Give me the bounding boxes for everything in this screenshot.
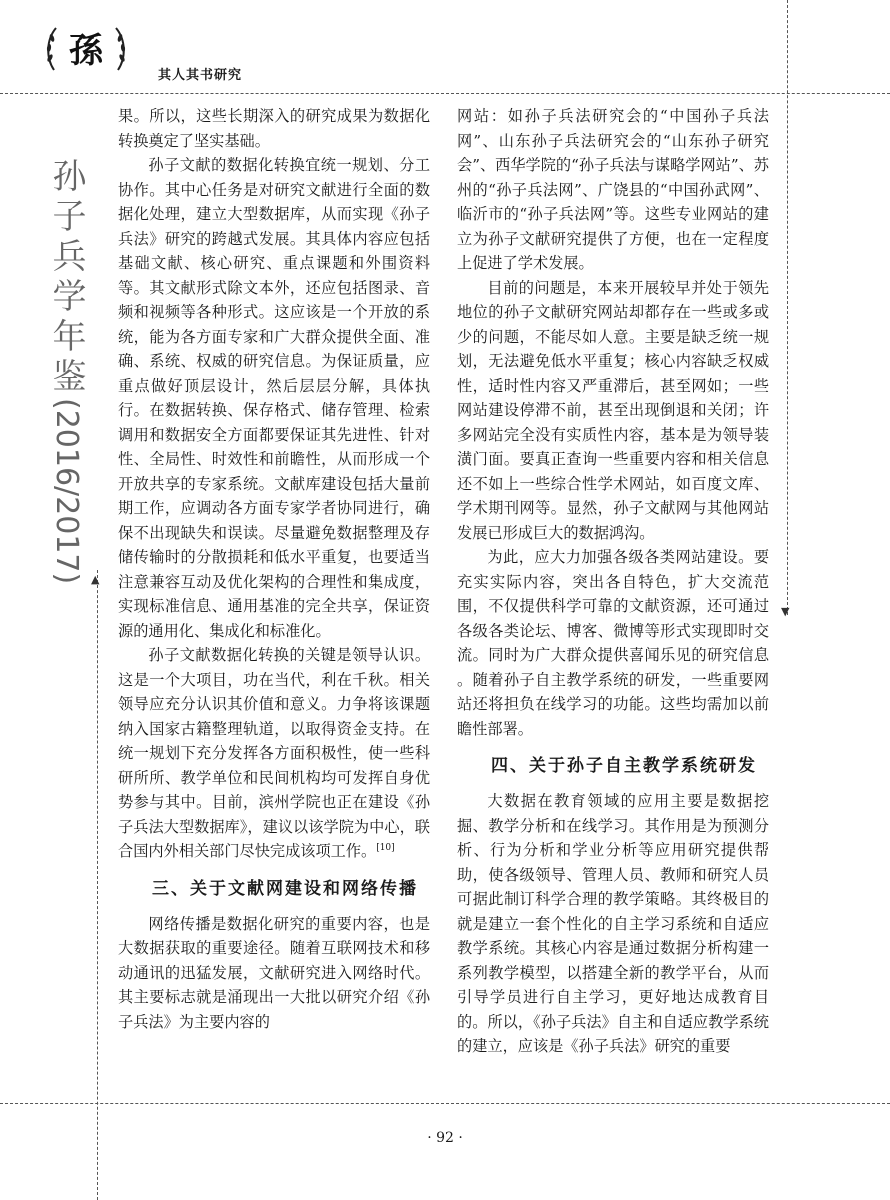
left-dashed-rule <box>97 570 98 1200</box>
left-up-arrow-icon: ▲ <box>91 573 100 586</box>
paragraph-text: 孙子文献数据化转换的关键是领导认识。这是一个大项目，功在当代，利在千秋。相关领导应充分认识其价值和意义。力争将该课题纳入国家古籍整理轨道，以取得资金支持。在统一规划下充分发挥各方面积极性，使一些科研所所、教学单位和民间机构均可发挥自身优势参与其中。目前，滨州学院也正在建设《孙子兵法大型数据库》，建议以该学院为中心，联合国内外相关部门尽快完成该项工作。 <box>118 646 430 860</box>
right-down-arrow-icon: ▼ <box>781 605 790 618</box>
section-heading-text: 四、关于孙子自主教学系统研发 <box>491 756 757 776</box>
paragraph: 网站：如孙子兵法研究会的“中国孙子兵法网”、山东孙子兵法研究会的“山东孙子研究会”、西华学院的“孙子兵法与谋略学网站”、苏州的“孙子兵法网”、广饶县的“中国孙武网”、临沂市的“孙子兵法网”等。这些专业网站的建立为孙子文献研究提供了方便，也在一定程度上促进了学术发展。 <box>457 107 769 272</box>
section-tag: 其人其书研究 <box>158 68 243 83</box>
paragraph: 大数据在教育领域的应用主要是数据挖掘、教学分析和在线学习。其作用是为预测分析、行为分析和学业分析等应用研究提供帮助，使各级领导、管理人员、教师和研究人员可据此制订科学合理的教学策略。其终极目的就是建立一套个性化的自主学习系统和自适应教学系统。其核心内容是通过数据分析构建一系列教学模型，以搭建全新的教学平台，从而引导学员进行自主学习，更好地达成教育目的。所以，《孙子兵法》自主和自适应教学系统的建立，应该是《孙子兵法》研究的重要 <box>457 792 769 1055</box>
right-dashed-rule <box>787 0 788 615</box>
bottom-dashed-rule <box>0 1103 890 1104</box>
vertical-book-title <box>28 158 88 584</box>
paragraph: 孙子文献的数据化转换宜统一规划、分工协作。其中心任务是对研究文献进行全面的数据化处理，建立大型数据库，从而实现《孙子兵法》研究的跨越式发展。其具体内容应包括基础文献、核心研究、重点课题和外围资料等。其文献形式除文本外，还应包括图录、音频和视频等各种形式。这应该是一个开放的系统，能为各方面专家和广大群众提供全面、准确、系统、权威的研究信息。为保证质量，应重点做好顶层设计，然后层层分解，具体执行。在数据转换、保存格式、储存管理、检索调用和数据安全方面都要保证其先进性、针对性、全局性、时效性和前瞻性，从而形成一个开放共享的专家系统。文献库建设包括大量前期工作，应调动各方面专家学者协同进行，确保不出现缺失和误读。尽量避免数据整理及存储传输时的分散损耗和低水平重复，也要适当注意兼容互动及优化架构的合理性和集成度，实现标准信息、通用基准的完全共享，保证资源的通用化、集成化和标准化。 <box>118 156 430 640</box>
vertical-title-chars: 孙子兵学年鉴 <box>46 158 86 398</box>
paragraph: 果。所以，这些长期深入的研究成果为数据化转换奠定了坚实基础。 <box>118 107 430 150</box>
logo-glyph: 孫 <box>69 31 103 71</box>
paragraph: 为此，应大力加强各级各类网站建设。要充实实际内容，突出各自特色，扩大交流范围，不仅提供科学可靠的文献资源，还可通过各级各类论坛、博客、微博等形式实现即时交流。同时为广大群众提供喜闻乐见的研究信息 。随着孙子自主教学系统的研发，一些重要网站还将担负在线学习的功能。这些均需加以前瞻性部署。 <box>457 548 769 738</box>
paragraph: 网络传播是数据化研究的重要内容，也是大数据获取的重要途径。随着互联网技术和移动通讯的迅猛发展，文献研究进入网络时代。其主要标志就是涌现出一大批以研究介绍《孙子兵法》为主要内容的 <box>118 914 430 1031</box>
vertical-title-year: (2016/2017) <box>49 398 84 585</box>
section-heading-text: 三、关于文献网建设和网络传播 <box>152 878 418 899</box>
yearbook-logo <box>40 18 132 82</box>
right-text-column <box>457 104 769 1059</box>
page-number: · 92 · <box>427 1130 463 1146</box>
left-text-column <box>118 104 430 1034</box>
section-heading <box>118 876 430 902</box>
paragraph: 目前的问题是，本来开展较早并处于领先地位的孙子文献研究网站却都存在一些或多或少的问题，不能尽如人意。主要是缺乏统一规划，无法避免低水平重复；核心内容缺乏权威性，适时性内容又严重滞后，甚至网如；一些网站建设停滞不前，甚至出现倒退和关闭；许多网站完全没有实质性内容，基本是为领导装潢门面。要真正查询一些重要内容和相关信息还不如上一些综合性学术网站，如百度文库、学术期刊网等。显然，孙子文献网与其他网站发展已形成巨大的数据鸿沟。 <box>457 278 769 542</box>
top-dashed-rule <box>0 93 890 94</box>
footnote-ref: [10] <box>376 842 395 853</box>
paragraph <box>118 643 430 864</box>
section-heading <box>457 753 769 779</box>
